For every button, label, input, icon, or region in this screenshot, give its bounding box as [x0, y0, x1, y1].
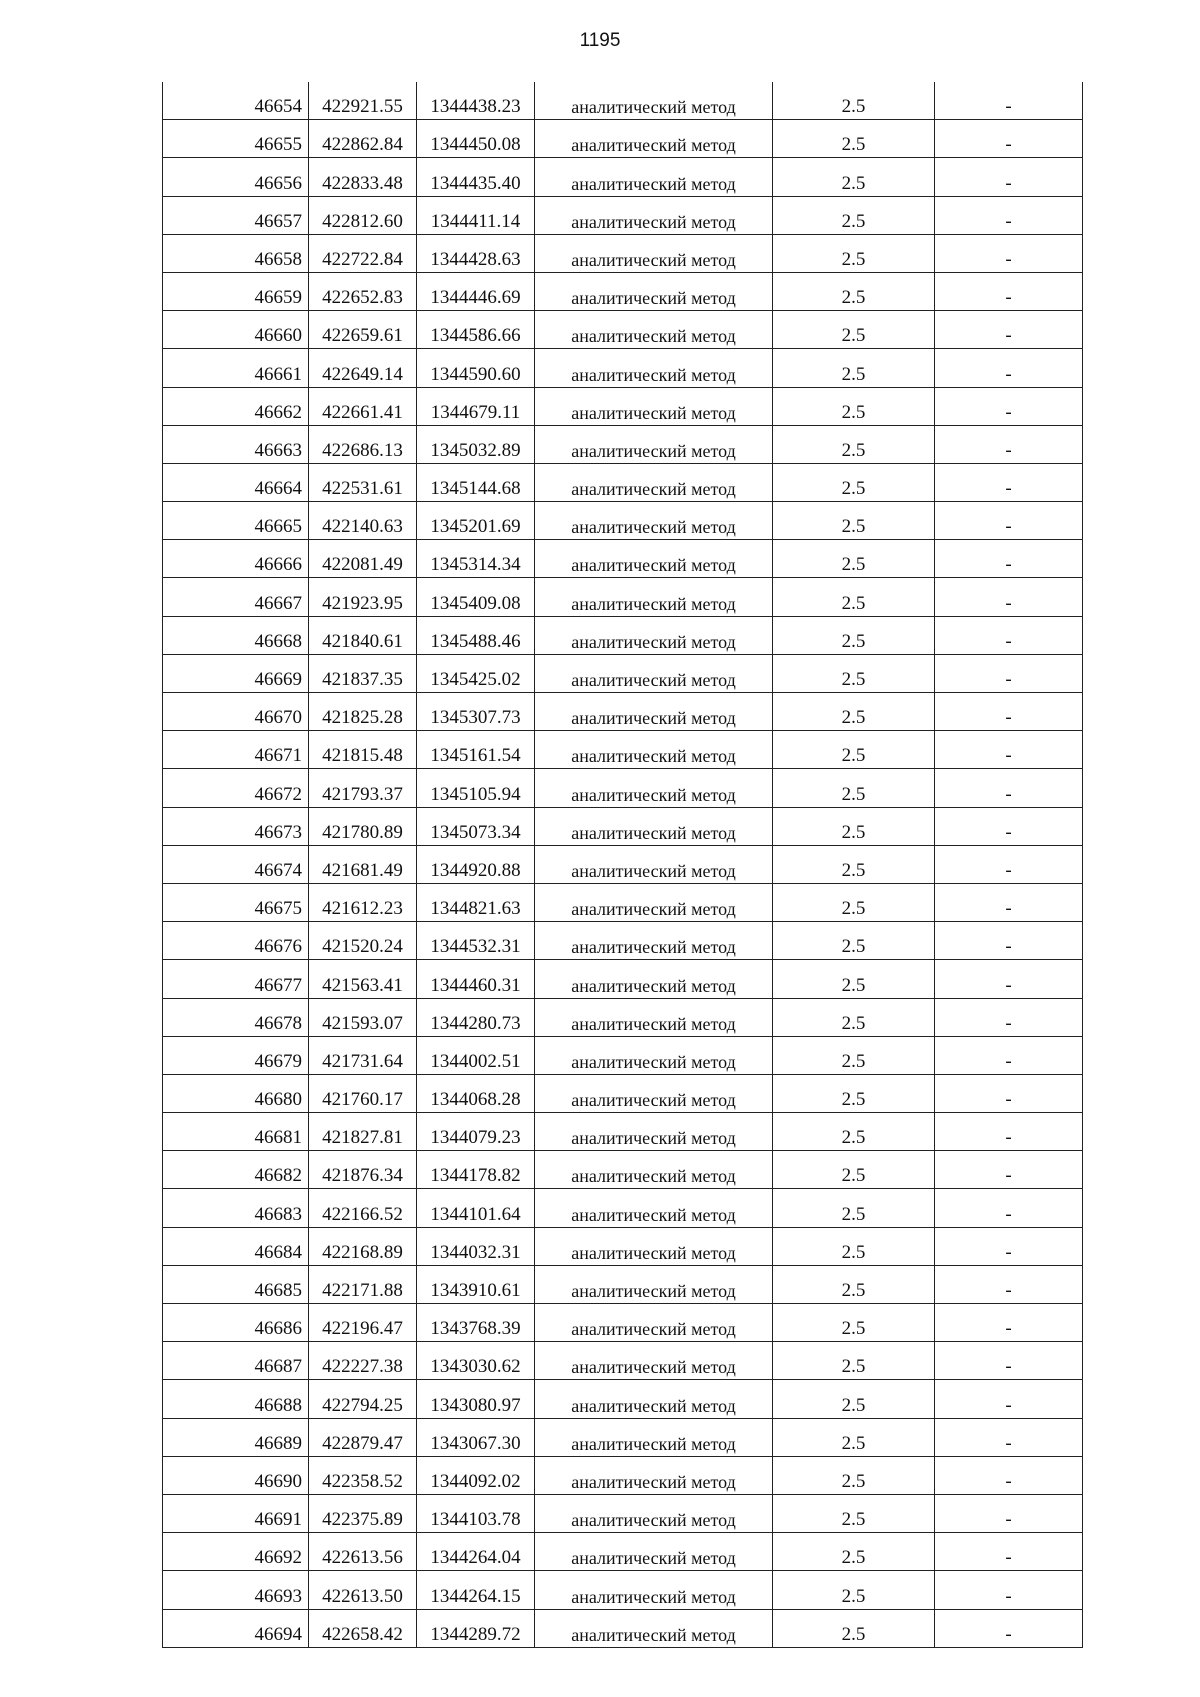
method-cell: аналитический метод: [535, 731, 773, 769]
accuracy-cell: 2.5: [773, 1494, 935, 1532]
x-coordinate-cell: 422171.88: [309, 1265, 417, 1303]
y-coordinate-cell: 1344101.64: [417, 1189, 535, 1227]
note-cell: -: [935, 807, 1083, 845]
y-coordinate-cell: 1344446.69: [417, 272, 535, 310]
accuracy-cell: 2.5: [773, 1380, 935, 1418]
note-cell: -: [935, 1380, 1083, 1418]
table-row: [163, 1265, 1083, 1303]
x-coordinate-cell: 421731.64: [309, 1036, 417, 1074]
x-coordinate-cell: 422921.55: [309, 82, 417, 120]
y-coordinate-cell: 1344532.31: [417, 922, 535, 960]
x-coordinate-cell: 421563.41: [309, 960, 417, 998]
accuracy-cell: 2.5: [773, 540, 935, 578]
y-coordinate-cell: 1344002.51: [417, 1036, 535, 1074]
note-cell: -: [935, 120, 1083, 158]
page-number: 1195: [579, 30, 621, 51]
table-row: [163, 960, 1083, 998]
method-cell: аналитический метод: [535, 425, 773, 463]
y-coordinate-cell: 1344411.14: [417, 196, 535, 234]
table-row: [163, 425, 1083, 463]
table-row: [163, 769, 1083, 807]
method-cell: аналитический метод: [535, 1265, 773, 1303]
x-coordinate-cell: 422661.41: [309, 387, 417, 425]
method-cell: аналитический метод: [535, 845, 773, 883]
table-row: [163, 311, 1083, 349]
y-coordinate-cell: 1344450.08: [417, 120, 535, 158]
y-coordinate-cell: 1344103.78: [417, 1494, 535, 1532]
table-row: [163, 387, 1083, 425]
note-cell: -: [935, 731, 1083, 769]
method-cell: аналитический метод: [535, 1533, 773, 1571]
method-cell: аналитический метод: [535, 502, 773, 540]
method-cell: аналитический метод: [535, 1571, 773, 1609]
note-cell: -: [935, 1418, 1083, 1456]
table-row: [163, 234, 1083, 272]
x-coordinate-cell: 422794.25: [309, 1380, 417, 1418]
point-number-cell: 46688: [163, 1380, 309, 1418]
y-coordinate-cell: 1344460.31: [417, 960, 535, 998]
point-number-cell: 46667: [163, 578, 309, 616]
method-cell: аналитический метод: [535, 1227, 773, 1265]
accuracy-cell: 2.5: [773, 502, 935, 540]
accuracy-cell: 2.5: [773, 120, 935, 158]
note-cell: -: [935, 425, 1083, 463]
note-cell: -: [935, 1609, 1083, 1647]
point-number-cell: 46693: [163, 1571, 309, 1609]
note-cell: -: [935, 311, 1083, 349]
accuracy-cell: 2.5: [773, 1418, 935, 1456]
point-number-cell: 46655: [163, 120, 309, 158]
note-cell: -: [935, 1074, 1083, 1112]
note-cell: -: [935, 540, 1083, 578]
table-row: [163, 883, 1083, 921]
table-row: [163, 272, 1083, 310]
method-cell: аналитический метод: [535, 387, 773, 425]
method-cell: аналитический метод: [535, 1113, 773, 1151]
point-number-cell: 46686: [163, 1304, 309, 1342]
table-row: [163, 1571, 1083, 1609]
table-body: [163, 82, 1083, 1647]
x-coordinate-cell: 421815.48: [309, 731, 417, 769]
note-cell: -: [935, 387, 1083, 425]
accuracy-cell: 2.5: [773, 158, 935, 196]
point-number-cell: 46682: [163, 1151, 309, 1189]
table-row: [163, 158, 1083, 196]
y-coordinate-cell: 1343030.62: [417, 1342, 535, 1380]
point-number-cell: 46679: [163, 1036, 309, 1074]
accuracy-cell: 2.5: [773, 463, 935, 501]
accuracy-cell: 2.5: [773, 311, 935, 349]
x-coordinate-cell: 421827.81: [309, 1113, 417, 1151]
y-coordinate-cell: 1343768.39: [417, 1304, 535, 1342]
x-coordinate-cell: 422686.13: [309, 425, 417, 463]
y-coordinate-cell: 1344068.28: [417, 1074, 535, 1112]
point-number-cell: 46685: [163, 1265, 309, 1303]
table-row: [163, 82, 1083, 120]
accuracy-cell: 2.5: [773, 807, 935, 845]
x-coordinate-cell: 421612.23: [309, 883, 417, 921]
x-coordinate-cell: 422168.89: [309, 1227, 417, 1265]
y-coordinate-cell: 1345488.46: [417, 616, 535, 654]
point-number-cell: 46663: [163, 425, 309, 463]
x-coordinate-cell: 422531.61: [309, 463, 417, 501]
method-cell: аналитический метод: [535, 769, 773, 807]
accuracy-cell: 2.5: [773, 845, 935, 883]
method-cell: аналитический метод: [535, 1418, 773, 1456]
method-cell: аналитический метод: [535, 82, 773, 120]
point-number-cell: 46664: [163, 463, 309, 501]
table-row: [163, 1609, 1083, 1647]
point-number-cell: 46672: [163, 769, 309, 807]
method-cell: аналитический метод: [535, 120, 773, 158]
accuracy-cell: 2.5: [773, 349, 935, 387]
y-coordinate-cell: 1344092.02: [417, 1456, 535, 1494]
x-coordinate-cell: 422659.61: [309, 311, 417, 349]
table-row: [163, 654, 1083, 692]
note-cell: -: [935, 616, 1083, 654]
y-coordinate-cell: 1344264.15: [417, 1571, 535, 1609]
accuracy-cell: 2.5: [773, 1304, 935, 1342]
note-cell: -: [935, 1227, 1083, 1265]
y-coordinate-cell: 1344586.66: [417, 311, 535, 349]
table-row: [163, 463, 1083, 501]
method-cell: аналитический метод: [535, 1151, 773, 1189]
method-cell: аналитический метод: [535, 540, 773, 578]
x-coordinate-cell: 421876.34: [309, 1151, 417, 1189]
point-number-cell: 46689: [163, 1418, 309, 1456]
accuracy-cell: 2.5: [773, 922, 935, 960]
x-coordinate-cell: 422227.38: [309, 1342, 417, 1380]
point-number-cell: 46692: [163, 1533, 309, 1571]
x-coordinate-cell: 422613.56: [309, 1533, 417, 1571]
note-cell: -: [935, 1265, 1083, 1303]
note-cell: -: [935, 998, 1083, 1036]
y-coordinate-cell: 1345409.08: [417, 578, 535, 616]
method-cell: аналитический метод: [535, 272, 773, 310]
table-row: [163, 1304, 1083, 1342]
table-row: [163, 807, 1083, 845]
table-row: [163, 578, 1083, 616]
accuracy-cell: 2.5: [773, 1074, 935, 1112]
point-number-cell: 46684: [163, 1227, 309, 1265]
note-cell: -: [935, 463, 1083, 501]
note-cell: -: [935, 272, 1083, 310]
y-coordinate-cell: 1345201.69: [417, 502, 535, 540]
method-cell: аналитический метод: [535, 807, 773, 845]
point-number-cell: 46659: [163, 272, 309, 310]
note-cell: -: [935, 1456, 1083, 1494]
y-coordinate-cell: 1344438.23: [417, 82, 535, 120]
y-coordinate-cell: 1345105.94: [417, 769, 535, 807]
y-coordinate-cell: 1343067.30: [417, 1418, 535, 1456]
note-cell: -: [935, 922, 1083, 960]
x-coordinate-cell: 422358.52: [309, 1456, 417, 1494]
point-number-cell: 46665: [163, 502, 309, 540]
y-coordinate-cell: 1344679.11: [417, 387, 535, 425]
accuracy-cell: 2.5: [773, 998, 935, 1036]
y-coordinate-cell: 1345032.89: [417, 425, 535, 463]
table-row: [163, 1113, 1083, 1151]
coordinates-table: [162, 82, 1083, 1648]
y-coordinate-cell: 1345314.34: [417, 540, 535, 578]
x-coordinate-cell: 421681.49: [309, 845, 417, 883]
accuracy-cell: 2.5: [773, 82, 935, 120]
table-row: [163, 1189, 1083, 1227]
y-coordinate-cell: 1345307.73: [417, 693, 535, 731]
y-coordinate-cell: 1343080.97: [417, 1380, 535, 1418]
note-cell: -: [935, 234, 1083, 272]
accuracy-cell: 2.5: [773, 425, 935, 463]
accuracy-cell: 2.5: [773, 1113, 935, 1151]
x-coordinate-cell: 422166.52: [309, 1189, 417, 1227]
x-coordinate-cell: 422196.47: [309, 1304, 417, 1342]
y-coordinate-cell: 1344428.63: [417, 234, 535, 272]
note-cell: -: [935, 654, 1083, 692]
y-coordinate-cell: 1345073.34: [417, 807, 535, 845]
point-number-cell: 46683: [163, 1189, 309, 1227]
x-coordinate-cell: 422613.50: [309, 1571, 417, 1609]
y-coordinate-cell: 1344178.82: [417, 1151, 535, 1189]
table-row: [163, 1456, 1083, 1494]
point-number-cell: 46690: [163, 1456, 309, 1494]
method-cell: аналитический метод: [535, 998, 773, 1036]
point-number-cell: 46668: [163, 616, 309, 654]
note-cell: -: [935, 1304, 1083, 1342]
point-number-cell: 46687: [163, 1342, 309, 1380]
table-row: [163, 922, 1083, 960]
x-coordinate-cell: 421837.35: [309, 654, 417, 692]
x-coordinate-cell: 422649.14: [309, 349, 417, 387]
y-coordinate-cell: 1344280.73: [417, 998, 535, 1036]
accuracy-cell: 2.5: [773, 234, 935, 272]
accuracy-cell: 2.5: [773, 693, 935, 731]
x-coordinate-cell: 421923.95: [309, 578, 417, 616]
note-cell: -: [935, 502, 1083, 540]
method-cell: аналитический метод: [535, 960, 773, 998]
method-cell: аналитический метод: [535, 1494, 773, 1532]
method-cell: аналитический метод: [535, 158, 773, 196]
point-number-cell: 46656: [163, 158, 309, 196]
note-cell: -: [935, 349, 1083, 387]
x-coordinate-cell: 422658.42: [309, 1609, 417, 1647]
method-cell: аналитический метод: [535, 1609, 773, 1647]
point-number-cell: 46676: [163, 922, 309, 960]
y-coordinate-cell: 1344079.23: [417, 1113, 535, 1151]
accuracy-cell: 2.5: [773, 1189, 935, 1227]
table-row: [163, 1533, 1083, 1571]
note-cell: -: [935, 196, 1083, 234]
accuracy-cell: 2.5: [773, 1609, 935, 1647]
y-coordinate-cell: 1345161.54: [417, 731, 535, 769]
point-number-cell: 46691: [163, 1494, 309, 1532]
x-coordinate-cell: 421760.17: [309, 1074, 417, 1112]
method-cell: аналитический метод: [535, 311, 773, 349]
x-coordinate-cell: 422081.49: [309, 540, 417, 578]
accuracy-cell: 2.5: [773, 654, 935, 692]
x-coordinate-cell: 422375.89: [309, 1494, 417, 1532]
note-cell: -: [935, 1342, 1083, 1380]
note-cell: -: [935, 960, 1083, 998]
table-row: [163, 540, 1083, 578]
note-cell: -: [935, 82, 1083, 120]
y-coordinate-cell: 1344435.40: [417, 158, 535, 196]
table-row: [163, 731, 1083, 769]
x-coordinate-cell: 421593.07: [309, 998, 417, 1036]
table-row: [163, 1151, 1083, 1189]
method-cell: аналитический метод: [535, 693, 773, 731]
method-cell: аналитический метод: [535, 578, 773, 616]
note-cell: -: [935, 1189, 1083, 1227]
method-cell: аналитический метод: [535, 1342, 773, 1380]
note-cell: -: [935, 158, 1083, 196]
x-coordinate-cell: 421780.89: [309, 807, 417, 845]
note-cell: -: [935, 578, 1083, 616]
method-cell: аналитический метод: [535, 463, 773, 501]
y-coordinate-cell: 1344289.72: [417, 1609, 535, 1647]
point-number-cell: 46675: [163, 883, 309, 921]
method-cell: аналитический метод: [535, 883, 773, 921]
accuracy-cell: 2.5: [773, 1151, 935, 1189]
accuracy-cell: 2.5: [773, 616, 935, 654]
table-row: [163, 349, 1083, 387]
y-coordinate-cell: 1343910.61: [417, 1265, 535, 1303]
x-coordinate-cell: 421793.37: [309, 769, 417, 807]
accuracy-cell: 2.5: [773, 1571, 935, 1609]
point-number-cell: 46673: [163, 807, 309, 845]
accuracy-cell: 2.5: [773, 578, 935, 616]
x-coordinate-cell: 422652.83: [309, 272, 417, 310]
x-coordinate-cell: 422812.60: [309, 196, 417, 234]
accuracy-cell: 2.5: [773, 1342, 935, 1380]
note-cell: -: [935, 1494, 1083, 1532]
table-row: [163, 845, 1083, 883]
note-cell: -: [935, 1151, 1083, 1189]
x-coordinate-cell: 421520.24: [309, 922, 417, 960]
method-cell: аналитический метод: [535, 1380, 773, 1418]
table-row: [163, 196, 1083, 234]
point-number-cell: 46658: [163, 234, 309, 272]
accuracy-cell: 2.5: [773, 1227, 935, 1265]
table-row: [163, 1494, 1083, 1532]
x-coordinate-cell: 422879.47: [309, 1418, 417, 1456]
note-cell: -: [935, 1571, 1083, 1609]
y-coordinate-cell: 1344032.31: [417, 1227, 535, 1265]
method-cell: аналитический метод: [535, 922, 773, 960]
point-number-cell: 46680: [163, 1074, 309, 1112]
method-cell: аналитический метод: [535, 616, 773, 654]
x-coordinate-cell: 421840.61: [309, 616, 417, 654]
table-row: [163, 120, 1083, 158]
note-cell: -: [935, 1533, 1083, 1571]
table-row: [163, 1342, 1083, 1380]
y-coordinate-cell: 1344264.04: [417, 1533, 535, 1571]
point-number-cell: 46670: [163, 693, 309, 731]
x-coordinate-cell: 422722.84: [309, 234, 417, 272]
x-coordinate-cell: 422833.48: [309, 158, 417, 196]
table-row: [163, 1036, 1083, 1074]
table-row: [163, 1227, 1083, 1265]
point-number-cell: 46661: [163, 349, 309, 387]
method-cell: аналитический метод: [535, 1074, 773, 1112]
note-cell: -: [935, 845, 1083, 883]
table-row: [163, 1074, 1083, 1112]
y-coordinate-cell: 1345144.68: [417, 463, 535, 501]
point-number-cell: 46662: [163, 387, 309, 425]
method-cell: аналитический метод: [535, 654, 773, 692]
x-coordinate-cell: 422140.63: [309, 502, 417, 540]
note-cell: -: [935, 883, 1083, 921]
point-number-cell: 46671: [163, 731, 309, 769]
y-coordinate-cell: 1345425.02: [417, 654, 535, 692]
table-row: [163, 998, 1083, 1036]
method-cell: аналитический метод: [535, 234, 773, 272]
point-number-cell: 46660: [163, 311, 309, 349]
point-number-cell: 46657: [163, 196, 309, 234]
table-row: [163, 616, 1083, 654]
accuracy-cell: 2.5: [773, 1456, 935, 1494]
point-number-cell: 46654: [163, 82, 309, 120]
method-cell: аналитический метод: [535, 1189, 773, 1227]
y-coordinate-cell: 1344590.60: [417, 349, 535, 387]
table-row: [163, 502, 1083, 540]
method-cell: аналитический метод: [535, 1304, 773, 1342]
accuracy-cell: 2.5: [773, 1265, 935, 1303]
note-cell: -: [935, 1036, 1083, 1074]
point-number-cell: 46681: [163, 1113, 309, 1151]
accuracy-cell: 2.5: [773, 272, 935, 310]
note-cell: -: [935, 693, 1083, 731]
method-cell: аналитический метод: [535, 196, 773, 234]
point-number-cell: 46677: [163, 960, 309, 998]
table-row: [163, 693, 1083, 731]
point-number-cell: 46694: [163, 1609, 309, 1647]
point-number-cell: 46678: [163, 998, 309, 1036]
coordinates-table-container: [162, 82, 1082, 1648]
table-row: [163, 1418, 1083, 1456]
accuracy-cell: 2.5: [773, 769, 935, 807]
note-cell: -: [935, 769, 1083, 807]
note-cell: -: [935, 1113, 1083, 1151]
accuracy-cell: 2.5: [773, 731, 935, 769]
y-coordinate-cell: 1344920.88: [417, 845, 535, 883]
accuracy-cell: 2.5: [773, 1036, 935, 1074]
method-cell: аналитический метод: [535, 1456, 773, 1494]
point-number-cell: 46666: [163, 540, 309, 578]
accuracy-cell: 2.5: [773, 960, 935, 998]
table-row: [163, 1380, 1083, 1418]
x-coordinate-cell: 421825.28: [309, 693, 417, 731]
x-coordinate-cell: 422862.84: [309, 120, 417, 158]
method-cell: аналитический метод: [535, 349, 773, 387]
y-coordinate-cell: 1344821.63: [417, 883, 535, 921]
accuracy-cell: 2.5: [773, 387, 935, 425]
accuracy-cell: 2.5: [773, 883, 935, 921]
accuracy-cell: 2.5: [773, 196, 935, 234]
method-cell: аналитический метод: [535, 1036, 773, 1074]
point-number-cell: 46669: [163, 654, 309, 692]
point-number-cell: 46674: [163, 845, 309, 883]
accuracy-cell: 2.5: [773, 1533, 935, 1571]
